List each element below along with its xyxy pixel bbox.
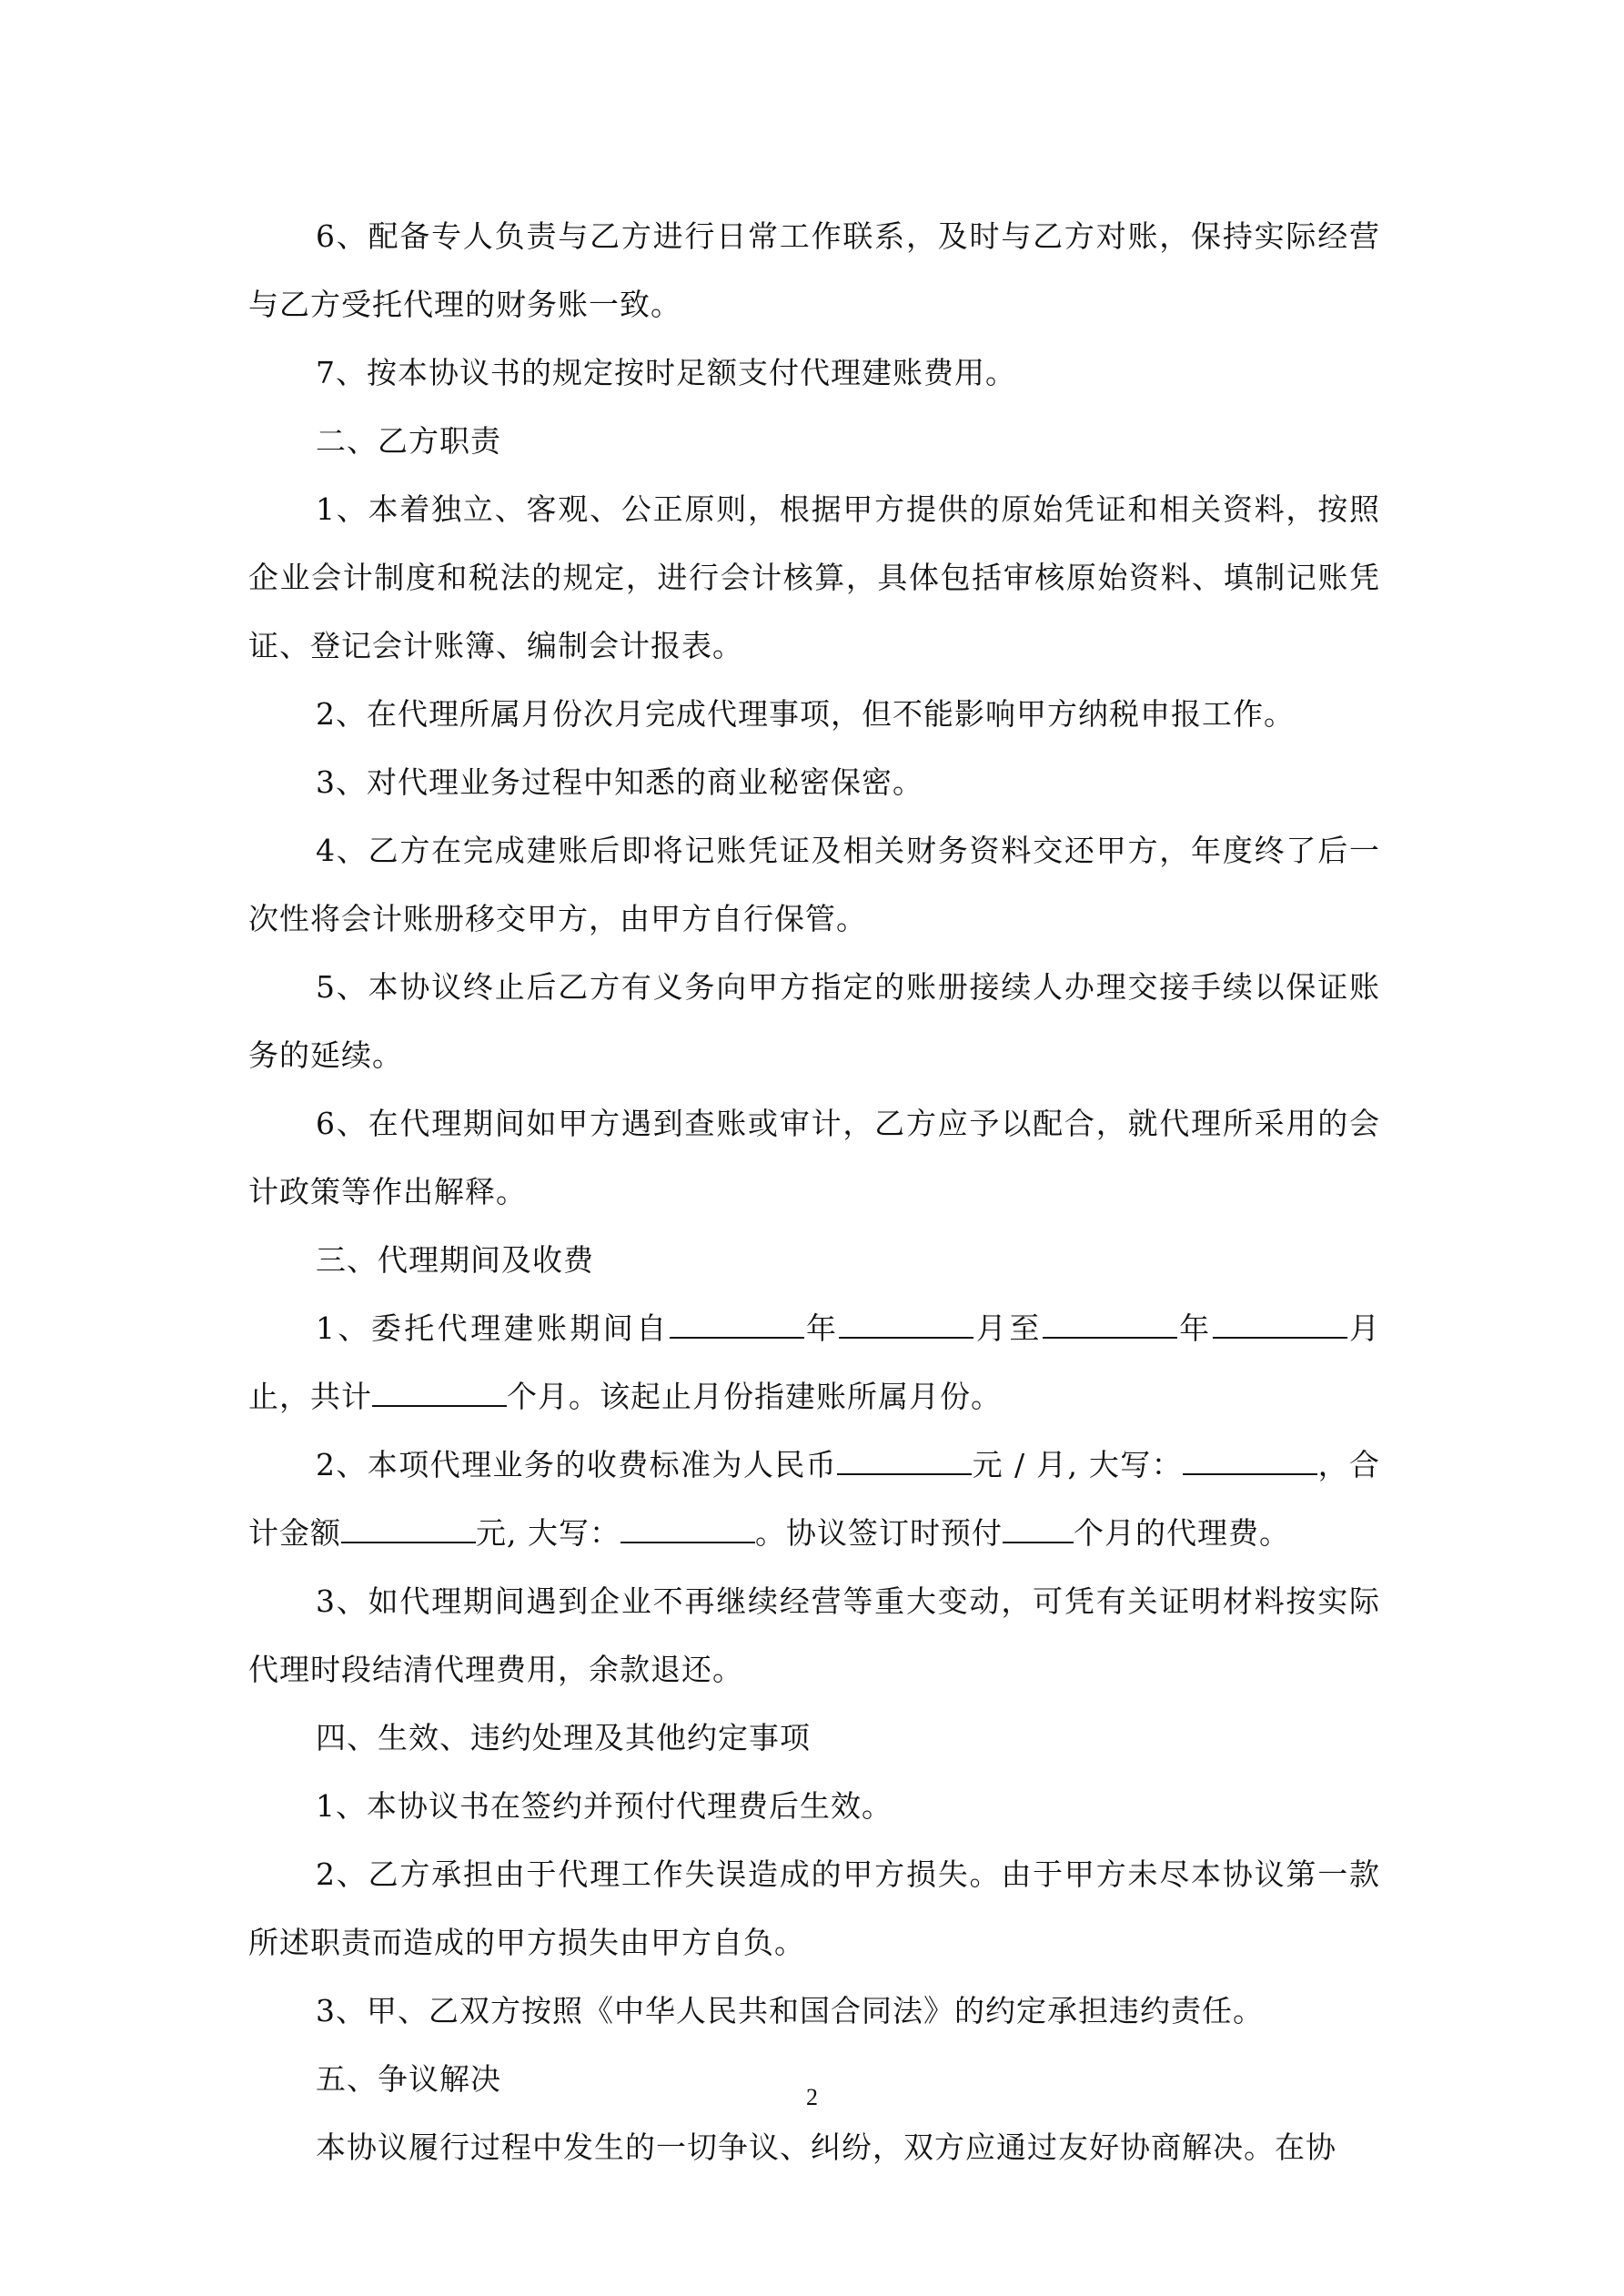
paragraph-clause-2-1: 1、本着独立、客观、公正原则，根据甲方提供的原始凭证和相关资料，按照企业会计制度和税法的规定，进行会计核算，具体包括审核原始资料、填制记账凭证、登记会计账簿、编制会计报表。 [248, 491, 1380, 663]
blank-monthly-fee[interactable] [837, 1446, 972, 1475]
blank-total-amount-words[interactable] [620, 1514, 755, 1543]
paragraph-clause-4-2: 2、乙方承担由于代理工作失误造成的甲方损失。由于甲方未尽本协议第一款所述职责而造成的甲方损失由甲方自负。 [248, 1856, 1380, 1960]
blank-start-month[interactable] [839, 1310, 973, 1339]
paragraph-clause-2-4: 4、乙方在完成建账后即将记账凭证及相关财务资料交还甲方，年度终了后一次性将会计账册移交甲方，由甲方自行保管。 [248, 833, 1380, 936]
paragraph-dispute-resolution: 本协议履行过程中发生的一切争议、纠纷，双方应通过友好协商解决。在协 [316, 2129, 1337, 2165]
paragraph-clause-1-6: 6、配备专人负责与乙方进行日常工作联系，及时与乙方对账，保持实际经营与乙方受托代理的财务账一致。 [248, 218, 1380, 322]
paragraph-clause-2-2: 2、在代理所属月份次月完成代理事项，但不能影响甲方纳税申报工作。 [316, 696, 1295, 732]
period-text-1: 1、委托代理建账期间自 [316, 1310, 670, 1346]
fee-text-6: 个月的代理费。 [1073, 1515, 1290, 1551]
paragraph-clause-4-3: 3、甲、乙双方按照《中华人民共和国合同法》的约定承担违约责任。 [316, 1993, 1264, 2028]
paragraph-clause-3-3: 3、如代理期间遇到企业不再继续经营等重大变动，可凭有关证明材料按实际代理时段结清代理费用，余款退还。 [248, 1583, 1380, 1687]
page-number: 2 [806, 2084, 818, 2110]
blank-monthly-fee-words[interactable] [1183, 1446, 1317, 1475]
section-heading-dispute-resolution: 五、争议解决 [316, 2061, 501, 2097]
paragraph-clause-2-6: 6、在代理期间如甲方遇到查账或审计，乙方应予以配合，就代理所采用的会计政策等作出解释。 [248, 1106, 1380, 1209]
fee-text-3: ，合计金额 [248, 1447, 1381, 1551]
period-text-2: 年 [803, 1310, 840, 1346]
period-text-3: 月至 [973, 1310, 1043, 1346]
blank-month-count[interactable] [372, 1378, 507, 1407]
period-text-6: 个月。该起止月份指建账所属月份。 [507, 1379, 1002, 1414]
section-heading-effect-and-breach: 四、生效、违约处理及其他约定事项 [316, 1720, 811, 1755]
blank-end-year[interactable] [1043, 1310, 1177, 1339]
fee-text-2: 元 / 月, 大写： [972, 1447, 1184, 1482]
paragraph-clause-1-7: 7、按本协议书的规定按时足额支付代理建账费用。 [316, 355, 1016, 390]
paragraph-clause-3-1-period [248, 1294, 1380, 1431]
document-body [248, 202, 1380, 2181]
section-heading-party-b-duties: 二、乙方职责 [316, 423, 501, 459]
section-heading-period-and-fees: 三、代理期间及收费 [316, 1242, 594, 1278]
paragraph-clause-2-5: 5、本协议终止后乙方有义务向甲方指定的账册接续人办理交接手续以保证账务的延续。 [248, 969, 1380, 1073]
paragraph-clause-4-1: 1、本协议书在签约并预付代理费后生效。 [316, 1788, 893, 1824]
blank-prepaid-months[interactable] [1003, 1514, 1074, 1543]
fee-text-4: 元, 大写： [476, 1515, 620, 1551]
paragraph-clause-2-3: 3、对代理业务过程中知悉的商业秘密保密。 [316, 764, 923, 800]
fee-text-5: 。协议签订时预付 [754, 1515, 1003, 1551]
blank-total-amount[interactable] [341, 1514, 476, 1543]
blank-end-month[interactable] [1213, 1310, 1347, 1339]
blank-start-year[interactable] [670, 1310, 804, 1339]
paragraph-clause-3-2-fees [248, 1431, 1380, 1567]
period-text-4: 年 [1176, 1310, 1213, 1346]
period-text-5: 月止，共计 [248, 1310, 1381, 1414]
fee-text-1: 2、本项代理业务的收费标准为人民币 [316, 1447, 838, 1482]
